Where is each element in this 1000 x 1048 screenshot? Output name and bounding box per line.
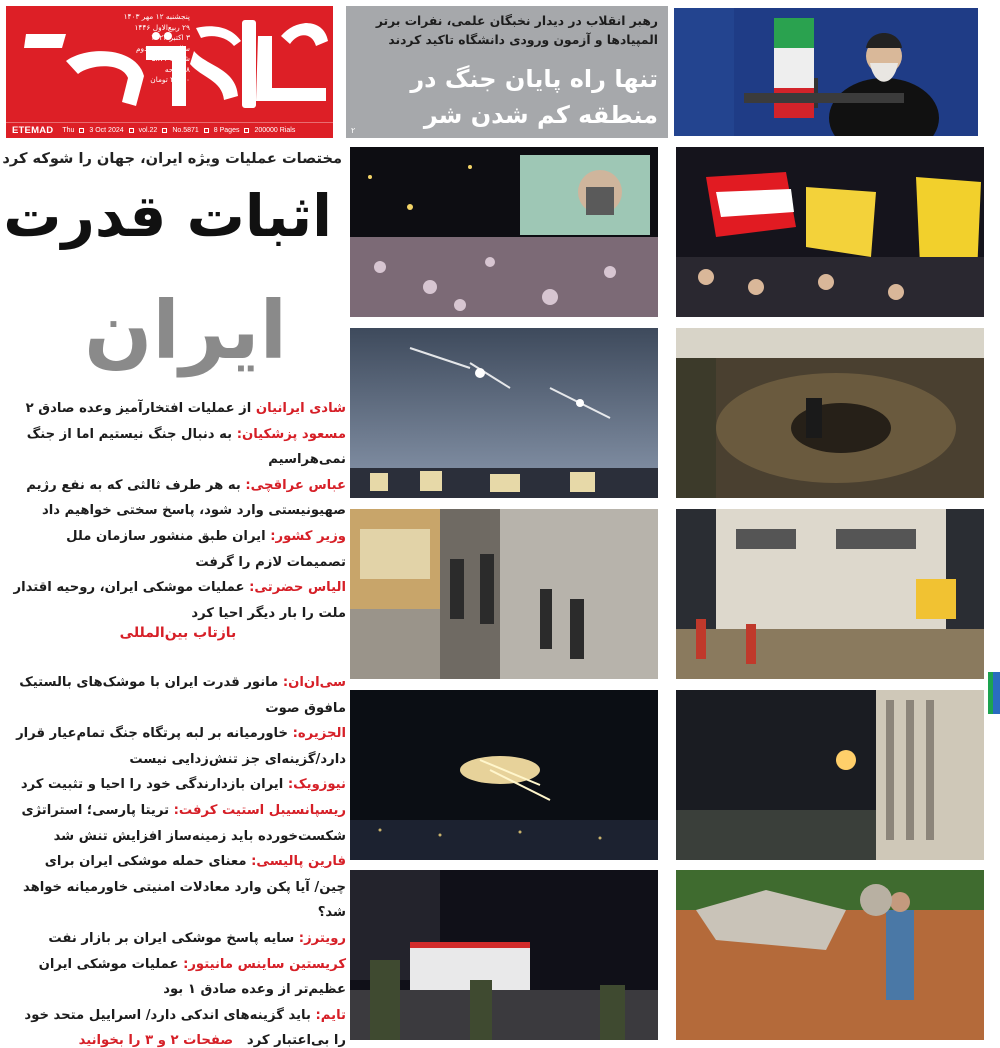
news-text: باید گزینه‌های اندکی دارد/ اسراییل متحد خود را بی‌اعتبار کرد (24, 1007, 346, 1048)
lead-kicker: مختصات عملیات ویژه ایران، جهان را شوکه کرد (2, 150, 342, 167)
news-text: از عملیات افتخارآمیز وعده صادق ۲ (25, 401, 256, 416)
banner-page-number: ۲ (351, 126, 356, 135)
date-line: پنجشنبه ۱۲ مهر ۱۴۰۳ (123, 12, 190, 21)
footer-item: vol.22 (138, 127, 158, 134)
international-reaction-heading: بازتاب بین‌المللی (119, 625, 237, 641)
news-source: سی‌ان‌ان: (282, 675, 346, 690)
square-separator-icon (162, 128, 167, 133)
news-source: فارین پالیسی: (251, 854, 346, 870)
footer-item: 200000 Rials (254, 127, 296, 134)
news-text: سایه پاسخ موشکی ایران بر بازار نفت (48, 930, 299, 946)
main-title-line2: ایران (84, 284, 287, 377)
date-line: ۸ صفحه (164, 64, 190, 74)
main-title: اثبات قدرت (3, 182, 332, 250)
crater-photo (676, 328, 984, 498)
date-line: ۲۹ ربیع‌الاول ۱۴۴۶ (134, 22, 190, 32)
news-source: کریستین ساینس مانیتور: (183, 956, 346, 972)
news-text: به دنبال جنگ نیستیم اما از جنگ نمی‌هراسیم (26, 426, 346, 468)
leader-speech-photo (674, 8, 978, 136)
news-text: عملیات موشکی ایران عظیم‌تر از وعده صادق ۱ بود (38, 956, 346, 998)
news-item (66, 529, 346, 570)
news-source: عباس عراقچی: (245, 477, 346, 493)
news-source: شادی ایرانیان (255, 401, 346, 416)
footer-item: Thu (62, 127, 75, 134)
news-source: الجزیره: (292, 726, 346, 742)
news-item (22, 803, 347, 844)
date-line: سال بیست و دوم (135, 43, 190, 53)
square-separator-icon (79, 128, 84, 133)
square-separator-icon (129, 128, 134, 133)
date-line: ۲۰۰۰۰ تومان (150, 75, 190, 84)
missiles-night-photo (350, 690, 658, 860)
soldiers-street-photo (350, 870, 658, 1040)
news-item (23, 854, 346, 920)
masthead-footer (6, 122, 333, 138)
news-item (21, 777, 346, 792)
news-source: مسعود پزشکیان: (236, 426, 346, 442)
explosion-night-photo (676, 690, 984, 860)
flags-crowd-photo (676, 147, 984, 317)
news-item (26, 401, 346, 416)
news-source: نیوزویک: (287, 777, 346, 793)
square-separator-icon (244, 128, 249, 133)
masthead (6, 6, 333, 138)
news-item (19, 675, 346, 716)
news-item (39, 957, 346, 998)
news-list-domestic (10, 396, 346, 626)
news-item (27, 427, 346, 468)
news-text: ایران طبق منشور سازمان ملل تصمیمات لازم را گرفت (66, 528, 346, 570)
banner-headline: تنها راه پایان جنگ در منطقه کم شدن شر (410, 65, 658, 129)
news-item (26, 478, 346, 519)
missile-sky-city-photo (350, 328, 658, 498)
news-text: خاورمیانه بر لبه پرتگاه جنگ تمام‌عیار قرار دارد/گزینه‌ای جز تنش‌زدایی نیست (16, 726, 346, 767)
tunnel-shelter-photo (350, 509, 658, 679)
news-text: به هر طرف ثالثی که به نفع رژیم صهیونیستی وارد شود، پاسخ سختی خواهیم داد (26, 477, 346, 519)
issue-date-block (100, 12, 190, 86)
page-edge-blue-marker (993, 672, 1000, 714)
news-item (14, 580, 346, 621)
flower-memorial-photo (350, 147, 658, 317)
brand-name: ETEMAD (12, 125, 54, 136)
news-text: مانور قدرت ایران با موشک‌های بالستیک مافوق صوت (19, 675, 346, 716)
rubble-photo (676, 870, 984, 1040)
top-banner (346, 6, 668, 138)
news-source: ریسپانسیبل استیت کرفت: (173, 802, 346, 818)
date-line: شماره ۵۸۷۱ (151, 54, 190, 63)
date-line: ۳ اکتبر ۲۰۲۴ (151, 33, 190, 42)
footer-item: 3 Oct 2024 (89, 127, 124, 134)
news-source: الیاس حضرتی: (249, 580, 346, 596)
footer-item: No.5871 (172, 127, 199, 134)
square-separator-icon (204, 128, 209, 133)
news-source: رویترز: (298, 930, 346, 946)
news-source: تایم: (315, 1007, 346, 1023)
news-text: عملیات موشکی ایران، روحیه اقتدار ملت را بار دیگر احیا کرد (13, 580, 346, 621)
news-item (16, 726, 346, 767)
news-source: وزیر کشور: (270, 528, 346, 544)
page-reference-link[interactable]: صفحات ۲ و ۳ را بخوانید (78, 1033, 234, 1048)
news-text: تریتا پارسی؛ استراتژی شکست‌خورده باید زمینه‌ساز افزایش تنش شد (21, 802, 346, 844)
news-list-international (10, 670, 346, 1048)
banner-pre-headline: رهبر انقلاب در دیدار نخبگان علمی، نفرات برتر المپیادها و آزمون ورودی دانشگاه تاکید کردند (375, 14, 658, 47)
news-text: ایران بازدارندگی خود را احیا و تثبیت کرد (20, 777, 288, 793)
news-item (48, 931, 346, 946)
news-text: معنای حمله موشکی ایران برای چین/ آیا پکن وارد معادلات امنیتی خاورمیانه خواهد شد؟ (22, 854, 346, 921)
footer-item: 8 Pages (213, 127, 240, 134)
damaged-building-photo (676, 509, 984, 679)
